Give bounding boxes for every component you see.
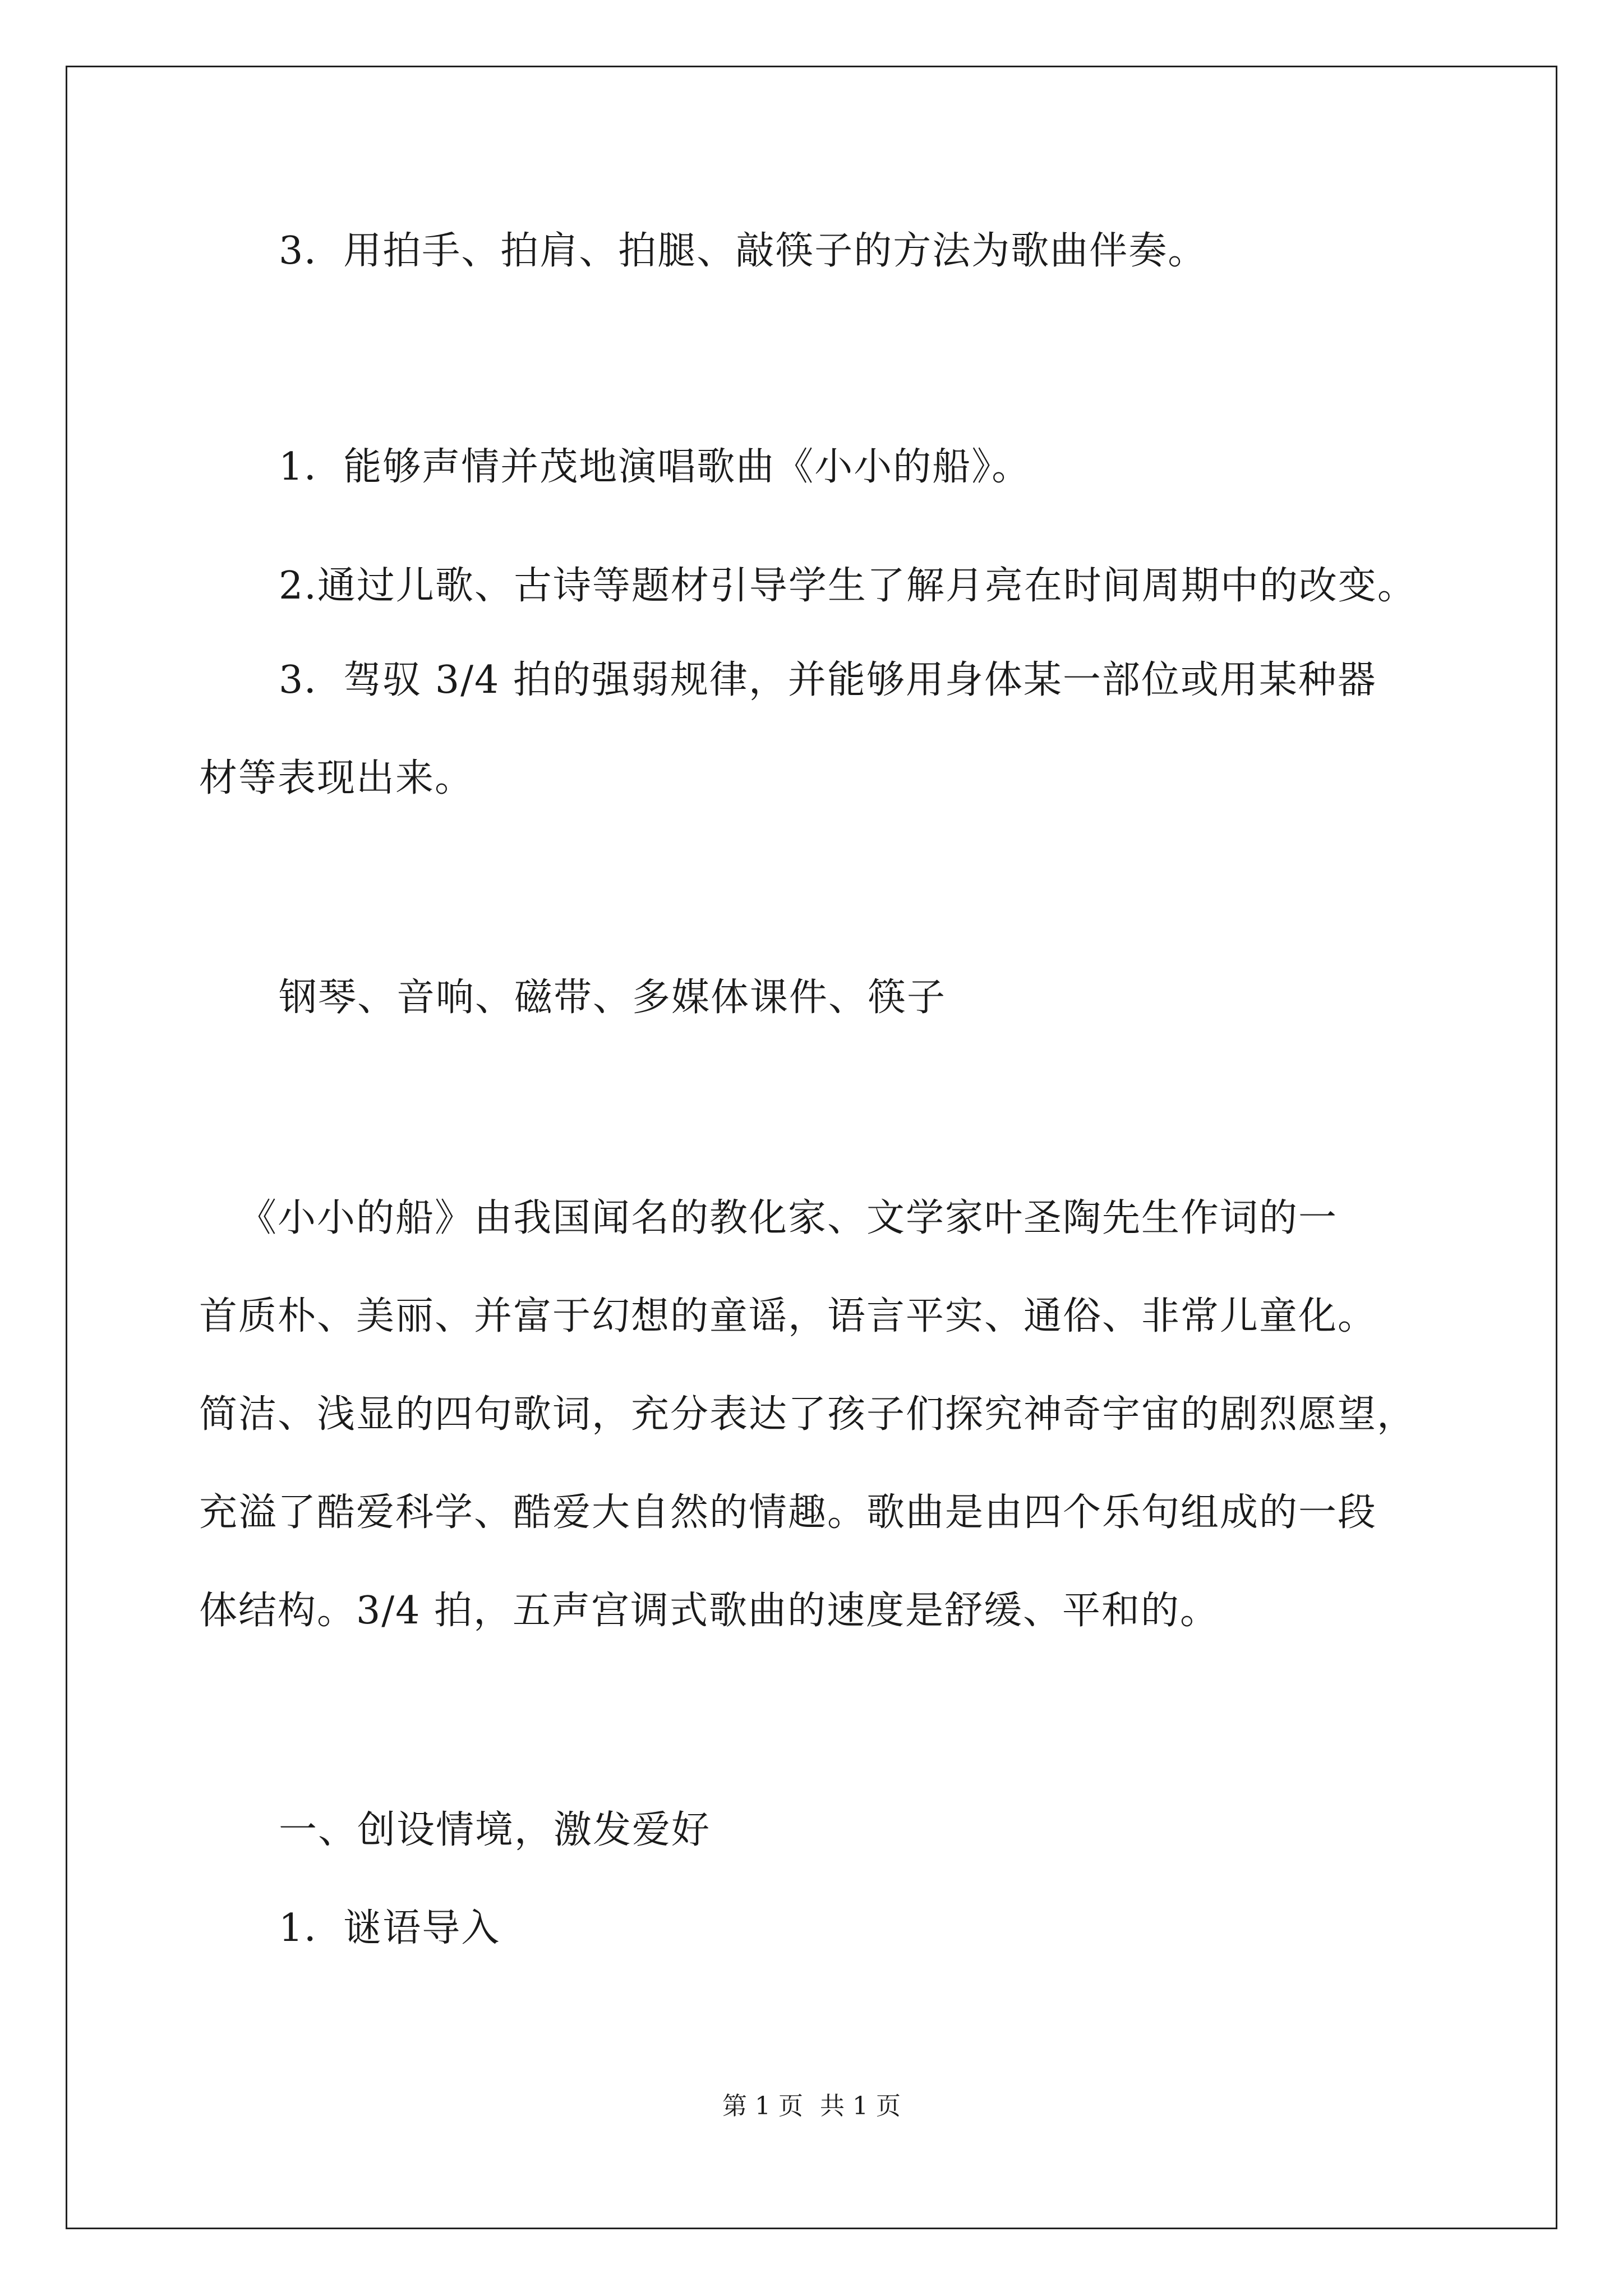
paragraph-line: 简洁、浅显的四句歌词，充分表达了孩子们探究神奇宇宙的剧烈愿望， [199,1392,1417,1437]
paragraph-line: 3．用拍手、拍肩、拍腿、敲筷子的方法为歌曲伴奏。 [279,229,1207,273]
paragraph-line: 2.通过儿歌、古诗等题材引导学生了解月亮在时间周期中的改变。 [279,564,1417,608]
paragraph-line: 1．能够声情并茂地演唱歌曲《小小的船》。 [279,445,1031,489]
page-number: 第 1 页 [722,2092,803,2120]
paragraph-line: 体结构。3/4 拍，五声宫调式歌曲的速度是舒缓、平和的。 [199,1589,1220,1633]
paragraph-line: 材等表现出来。 [199,756,474,800]
paragraph-line: 充溢了酷爱科学、酷爱大自然的情趣。歌曲是由四个乐句组成的一段 [199,1490,1377,1535]
paragraph-line: 首质朴、美丽、并富于幻想的童谣，语言平实、通俗、非常儿童化。 [199,1294,1377,1338]
paragraph-line: 3．驾驭 3/4 拍的强弱规律，并能够用身体某一部位或用某种器 [279,658,1377,702]
paragraph-line: 钢琴、音响、磁带、多媒体课件、筷子 [279,976,947,1020]
section-heading: 一、创设情境，激发爱好 [279,1808,711,1852]
paragraph-line: 《小小的船》由我国闻名的教化家、文学家叶圣陶先生作词的一 [238,1196,1338,1240]
page-footer [0,2090,1623,2123]
paragraph-line: 1．谜语导入 [279,1906,501,1950]
page-total: 共 1 页 [820,2092,901,2120]
